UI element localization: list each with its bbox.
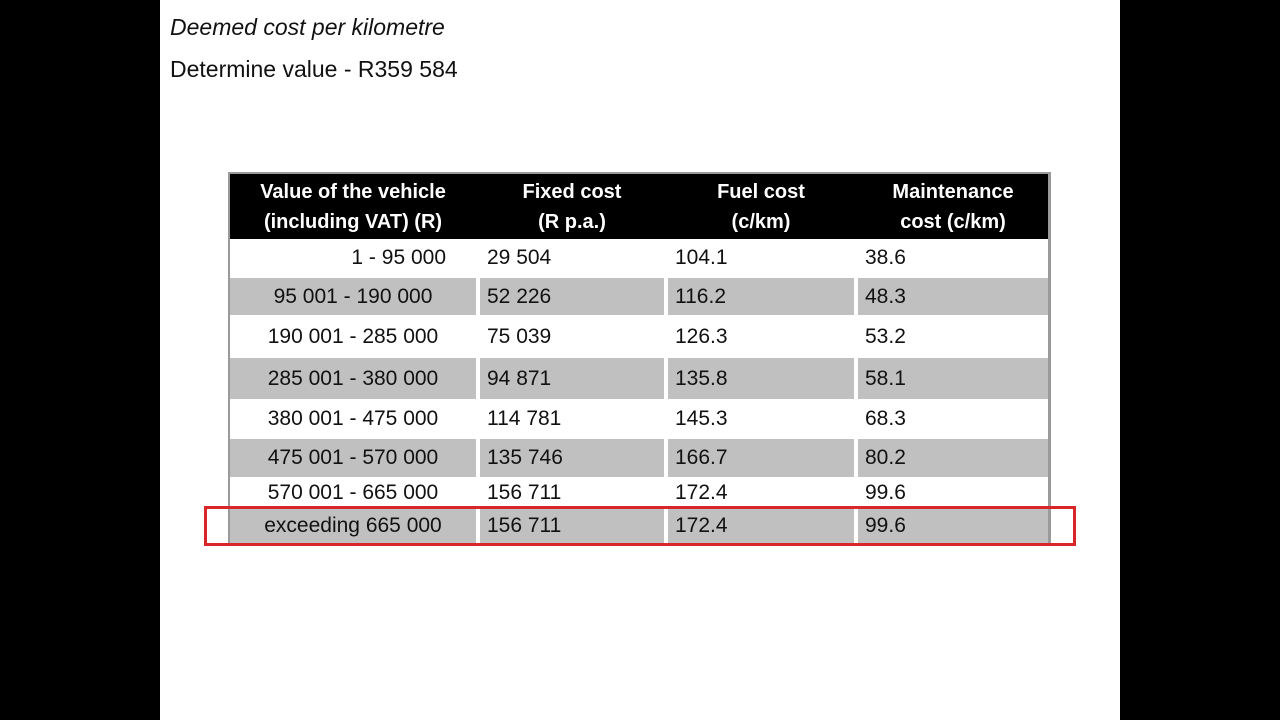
maintenance-cost-cell: 38.6 — [865, 246, 906, 269]
maintenance-cost-cell: 99.6 — [858, 508, 1048, 544]
fixed-cost-cell: 156 711 — [480, 508, 664, 544]
vehicle-value-cell: 570 001 - 665 000 — [267, 480, 439, 504]
fixed-cost-cell: 156 711 — [487, 480, 562, 504]
table-header — [230, 174, 1048, 239]
fuel-cost-cell: 126.3 — [675, 324, 728, 348]
fuel-cost-cell: 116.2 — [668, 278, 854, 315]
table-row — [230, 316, 1048, 357]
fuel-cost-cell: 104.1 — [675, 246, 728, 269]
fuel-cost-cell: 172.4 — [675, 480, 728, 504]
slide-subtitle: Determine value - R359 584 — [170, 56, 458, 82]
vehicle-value-cell: 380 001 - 475 000 — [267, 407, 439, 430]
header-vehicle-value — [230, 174, 476, 239]
vehicle-value-cell: 475 001 - 570 000 — [230, 439, 476, 477]
vehicle-value-cell: 95 001 - 190 000 — [230, 278, 476, 315]
vehicle-value-cell: 190 001 - 285 000 — [267, 324, 439, 348]
slide — [160, 0, 1120, 720]
table-row — [230, 278, 1048, 315]
header-fixed-cost — [480, 174, 664, 239]
fuel-cost-cell: 166.7 — [668, 439, 854, 477]
maintenance-cost-cell: 58.1 — [858, 358, 1048, 399]
header-line: (R p.a.) — [538, 210, 606, 233]
header-fuel-cost — [668, 174, 854, 239]
header-line: Maintenance — [892, 180, 1014, 203]
fuel-cost-cell: 145.3 — [675, 407, 728, 430]
header-maintenance-cost — [858, 174, 1048, 239]
header-line: Fixed cost — [522, 180, 622, 203]
fixed-cost-cell: 135 746 — [480, 439, 664, 477]
table-row — [230, 478, 1048, 507]
header-line: (including VAT) (R) — [263, 210, 443, 233]
fuel-cost-cell: 135.8 — [668, 358, 854, 399]
maintenance-cost-cell: 48.3 — [858, 278, 1048, 315]
header-line: Value of the vehicle — [260, 180, 446, 203]
header-line: (c/km) — [731, 210, 791, 233]
maintenance-cost-cell: 99.6 — [865, 480, 906, 504]
fixed-cost-cell: 114 781 — [487, 407, 562, 430]
vehicle-value-cell: 1 - 95 000 — [351, 246, 446, 269]
fixed-cost-cell: 52 226 — [480, 278, 664, 315]
fixed-cost-cell: 29 504 — [487, 246, 552, 269]
header-line: cost (c/km) — [900, 210, 1006, 233]
row-highlight-box — [204, 506, 1076, 546]
maintenance-cost-cell: 80.2 — [858, 439, 1048, 477]
table-row — [230, 400, 1048, 438]
fuel-cost-cell: 172.4 — [668, 508, 854, 544]
table-row — [230, 439, 1048, 477]
vehicle-value-cell: exceeding 665 000 — [230, 508, 476, 544]
table-row — [230, 239, 1048, 277]
header-line: Fuel cost — [717, 180, 805, 203]
cost-table — [228, 172, 1051, 546]
maintenance-cost-cell: 68.3 — [865, 407, 906, 430]
fixed-cost-cell: 75 039 — [487, 324, 552, 348]
vehicle-value-cell: 285 001 - 380 000 — [230, 358, 476, 399]
maintenance-cost-cell: 53.2 — [865, 324, 906, 348]
slide-title: Deemed cost per kilometre — [170, 14, 445, 40]
fixed-cost-cell: 94 871 — [480, 358, 664, 399]
table-row — [230, 358, 1048, 399]
